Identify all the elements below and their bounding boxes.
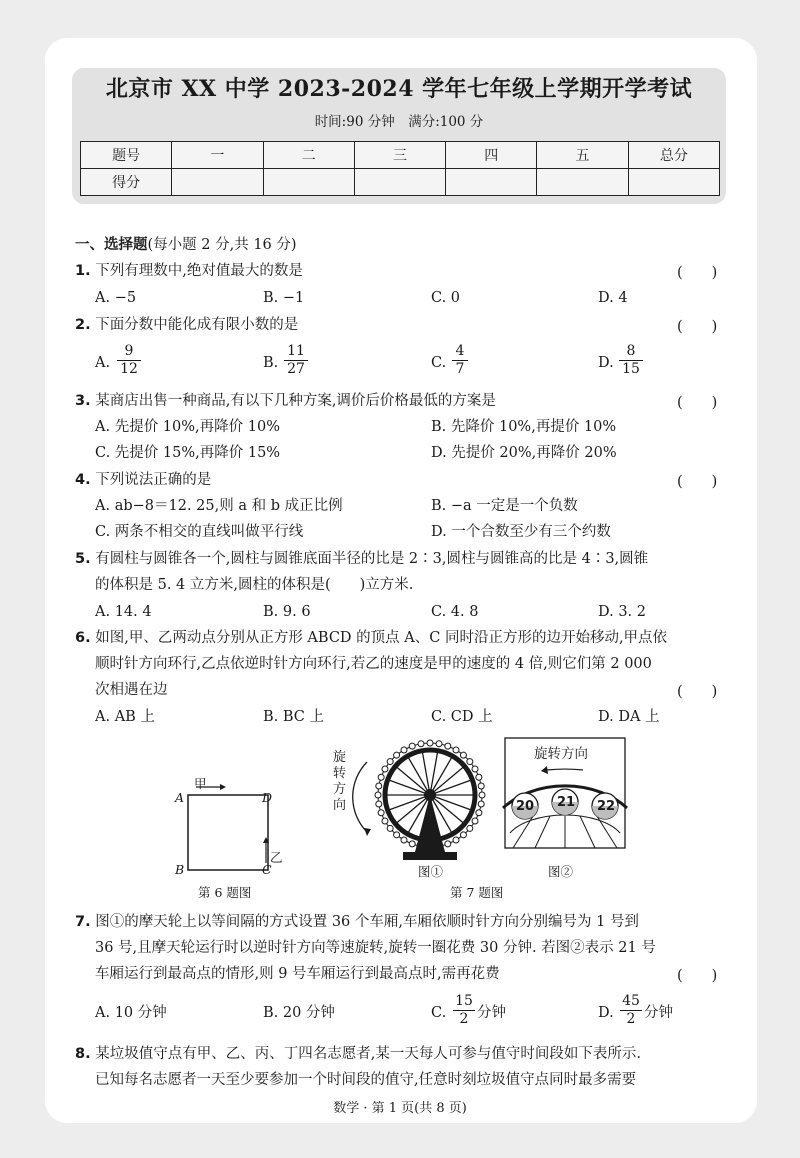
option-b[interactable]: B. 20 分钟 [263,1005,335,1021]
numerator: 4 [455,343,465,359]
question-text-line: 车厢运行到最高点的情形,则 9 号车厢运行到最高点时,需再花费 [95,966,500,982]
option-d[interactable]: D. [598,1005,614,1021]
option-b[interactable]: B. BC 上 [263,709,325,725]
unit-label: 分钟 [644,1005,673,1021]
cabin [453,747,459,753]
option-c[interactable]: C. 4. 8 [431,604,479,620]
cabin [445,841,451,847]
option-c[interactable]: C. [431,355,447,371]
score-input-cell[interactable] [628,169,719,196]
score-input-cell[interactable] [172,169,263,196]
question-number: 3. [75,393,91,409]
cabin [460,752,466,758]
option-c[interactable]: C. [431,1005,447,1021]
question-number: 2. [75,317,91,333]
numerator: 8 [626,343,636,359]
cabin [376,783,382,789]
score-input-cell[interactable] [537,169,628,196]
jia-label: 甲 [194,776,207,791]
option-d[interactable]: D. [598,355,614,371]
question-text: 如图,甲、乙两动点分别从正方形 ABCD 的顶点 A、C 同时沿正方形的边开始移动,甲点依 [95,630,668,646]
fraction [619,343,643,378]
score-cell: 总分 [628,142,719,169]
option-d[interactable]: D. DA 上 [598,709,660,725]
question-text-line: 次相遇在边 [95,682,168,698]
cabin [479,792,485,798]
cabin [378,774,384,780]
option-c[interactable]: C. 先提价 15%,再降价 15% [95,445,281,461]
question-text-line: 顺时针方向环行,乙点依逆时针方向环行,若乙的速度是甲的速度的 4 倍,则它们第 2 000 [95,656,652,672]
score-cell: 五 [537,142,628,169]
question-text: 图①的摩天轮上以等间隔的方式设置 36 个车厢,车厢依顺时针方向分别编号为 1 号到 [95,914,639,930]
question-7 [75,912,639,932]
question-6 [75,628,667,648]
answer-blank[interactable]: ( ) [677,265,718,281]
option-a[interactable]: A. AB 上 [95,709,155,725]
spoke [430,795,472,810]
cabin [409,841,415,847]
question-number: 6. [75,630,91,646]
figure-2-title: 旋转方向 [534,746,588,762]
score-cell: 四 [446,142,537,169]
cabin [401,837,407,843]
square [188,795,268,870]
option-b[interactable]: B. −a 一定是一个负数 [431,498,578,514]
answer-blank[interactable]: ( ) [677,968,718,984]
cabin [478,783,484,789]
question-number: 7. [75,914,91,930]
question-8 [75,1044,641,1064]
figure-2-caption: 图② [548,864,574,879]
denominator: 2 [453,1010,475,1028]
score-input-cell[interactable] [354,169,445,196]
option-a[interactable]: A. 14. 4 [95,604,152,620]
spoke [388,780,430,795]
option-b[interactable]: B. 9. 6 [263,604,311,620]
cabin [460,832,466,838]
fraction [620,993,642,1028]
fraction [117,343,141,378]
question-number: 1. [75,263,91,279]
question-2 [75,315,298,335]
score-cell: 二 [263,142,354,169]
question-text-line: 的体积是 5. 4 立方米,圆柱的体积是( )立方米. [95,577,414,593]
score-input-cell[interactable] [446,169,537,196]
score-table-score-row [81,169,720,196]
question-text: 下列说法正确的是 [95,472,212,488]
cabin [382,766,388,772]
exam-subtitle: 时间:90 分钟 满分:100 分 [314,114,484,130]
score-cell: 得分 [81,169,172,196]
option-a[interactable]: A. [95,355,111,371]
option-a[interactable]: A. 10 分钟 [95,1005,167,1021]
yi-label: 乙 [270,850,283,865]
unit-label: 分钟 [477,1005,506,1021]
numerator: 45 [622,993,640,1009]
score-input-cell[interactable] [263,169,354,196]
score-cell: 三 [354,142,445,169]
question-text: 有圆柱与圆锥各一个,圆柱与圆锥底面半径的比是 2∶3,圆柱与圆锥高的比是 4∶3,圆锥 [95,551,649,567]
spoke [430,780,472,795]
question-number: 5. [75,551,91,567]
option-a[interactable]: A. −5 [95,290,137,306]
cabin [472,766,478,772]
option-a[interactable]: A. 先提价 10%,再降价 10% [95,419,280,435]
option-b[interactable]: B. [263,355,279,371]
figure-1-caption: 图① [418,864,444,879]
section-heading [75,235,297,255]
denominator: 12 [117,360,141,378]
question-1 [75,261,303,281]
cabin [476,774,482,780]
question-3 [75,391,496,411]
cabin-20-label: 20 [516,799,535,814]
fraction [453,993,475,1028]
denominator: 27 [284,360,308,378]
cabin [472,818,478,824]
figure-7-caption: 第 7 题图 [450,885,504,900]
option-d[interactable]: D. 3. 2 [598,604,646,620]
denominator: 7 [452,360,468,378]
cabin [436,741,442,747]
rotate-direction-text [333,750,347,814]
question-5 [75,549,648,569]
cabin [467,759,473,765]
question-number: 4. [75,472,91,488]
cabin [387,759,393,765]
cabin [427,740,433,746]
spoke [388,795,430,810]
rotate-char: 旋 [333,750,347,765]
question-text: 某垃圾值守点有甲、乙、丙、丁四名志愿者,某一天每人可参与值守时间段如下表所示. [95,1046,641,1062]
cabin [376,801,382,807]
cabin [418,741,424,747]
vertex-d-label: D [262,790,273,805]
cabin [375,792,381,798]
cabin [401,747,407,753]
option-c[interactable]: C. CD 上 [431,709,493,725]
question-number: 8. [75,1046,91,1062]
cabin [476,810,482,816]
question-text-line: 已知每名志愿者一天至少要参加一个时间段的值守,任意时刻垃圾值守点同时最多需要 [95,1072,637,1088]
option-d[interactable]: D. 先提价 20%,再降价 20% [431,445,617,461]
vertex-b-label: B [175,862,185,877]
question-text-line: 36 号,且摩天轮运行时以逆时针方向等速旋转,旋转一圈花费 30 分钟. 若图②表示 21 号 [95,940,656,956]
cabin [382,818,388,824]
cabin [394,832,400,838]
answer-blank[interactable]: ( ) [677,395,718,411]
cabin [387,825,393,831]
question-text: 下面分数中能化成有限小数的是 [95,317,299,333]
spoke [396,766,430,795]
section-note: (每小题 2 分,共 16 分) [147,237,297,253]
base [403,852,457,860]
cabin [478,801,484,807]
page-footer: 数学 · 第 1 页(共 8 页) [333,1101,467,1116]
vertex-a-label: A [175,790,185,805]
rotate-char: 方 [333,782,347,797]
score-cell: 题号 [81,142,172,169]
exam-title: 北京市 XX 中学 2023-2024 学年七年级上学期开学考试 [105,76,693,102]
question-4 [75,470,211,490]
answer-blank[interactable]: ( ) [677,684,718,700]
question-text: 下列有理数中,绝对值最大的数是 [95,263,303,279]
cabin [453,837,459,843]
denominator: 15 [619,360,643,378]
option-b[interactable]: B. −1 [263,290,305,306]
numerator: 9 [124,343,134,359]
option-b[interactable]: B. 先降价 10%,再提价 10% [431,419,617,435]
numerator: 15 [455,993,473,1009]
numerator: 11 [287,343,305,359]
section-title: 一、选择题 [75,237,148,253]
option-a[interactable]: A. ab−8＝12. 25,则 a 和 b 成正比例 [95,498,343,514]
jia-arrowhead [220,784,226,790]
rotate-char: 转 [333,766,347,781]
answer-blank[interactable]: ( ) [677,474,718,490]
cabin [467,825,473,831]
score-table [80,141,720,196]
fraction [284,343,308,378]
option-c[interactable]: C. 两条不相交的直线叫做平行线 [95,524,304,540]
figure-6-caption: 第 6 题图 [198,885,252,900]
cabin [445,743,451,749]
rotate-char: 向 [333,798,347,813]
option-c[interactable]: C. 0 [431,290,461,306]
fraction [452,343,468,378]
cabin [394,752,400,758]
ferris-wheel-diagram [375,740,485,865]
vertex-c-label: C [262,862,272,877]
option-d[interactable]: D. 4 [598,290,628,306]
score-cell: 一 [172,142,263,169]
cabin [409,743,415,749]
denominator: 2 [620,1010,642,1028]
option-d[interactable]: D. 一个合数至少有三个约数 [431,524,611,540]
question-text: 某商店出售一种商品,有以下几种方案,调价后价格最低的方案是 [95,393,496,409]
cabin-21-label: 21 [557,795,576,810]
answer-blank[interactable]: ( ) [677,319,718,335]
spoke [430,766,464,795]
cabin [378,810,384,816]
cabin-22-label: 22 [597,799,616,814]
score-table-header-row [81,142,720,169]
